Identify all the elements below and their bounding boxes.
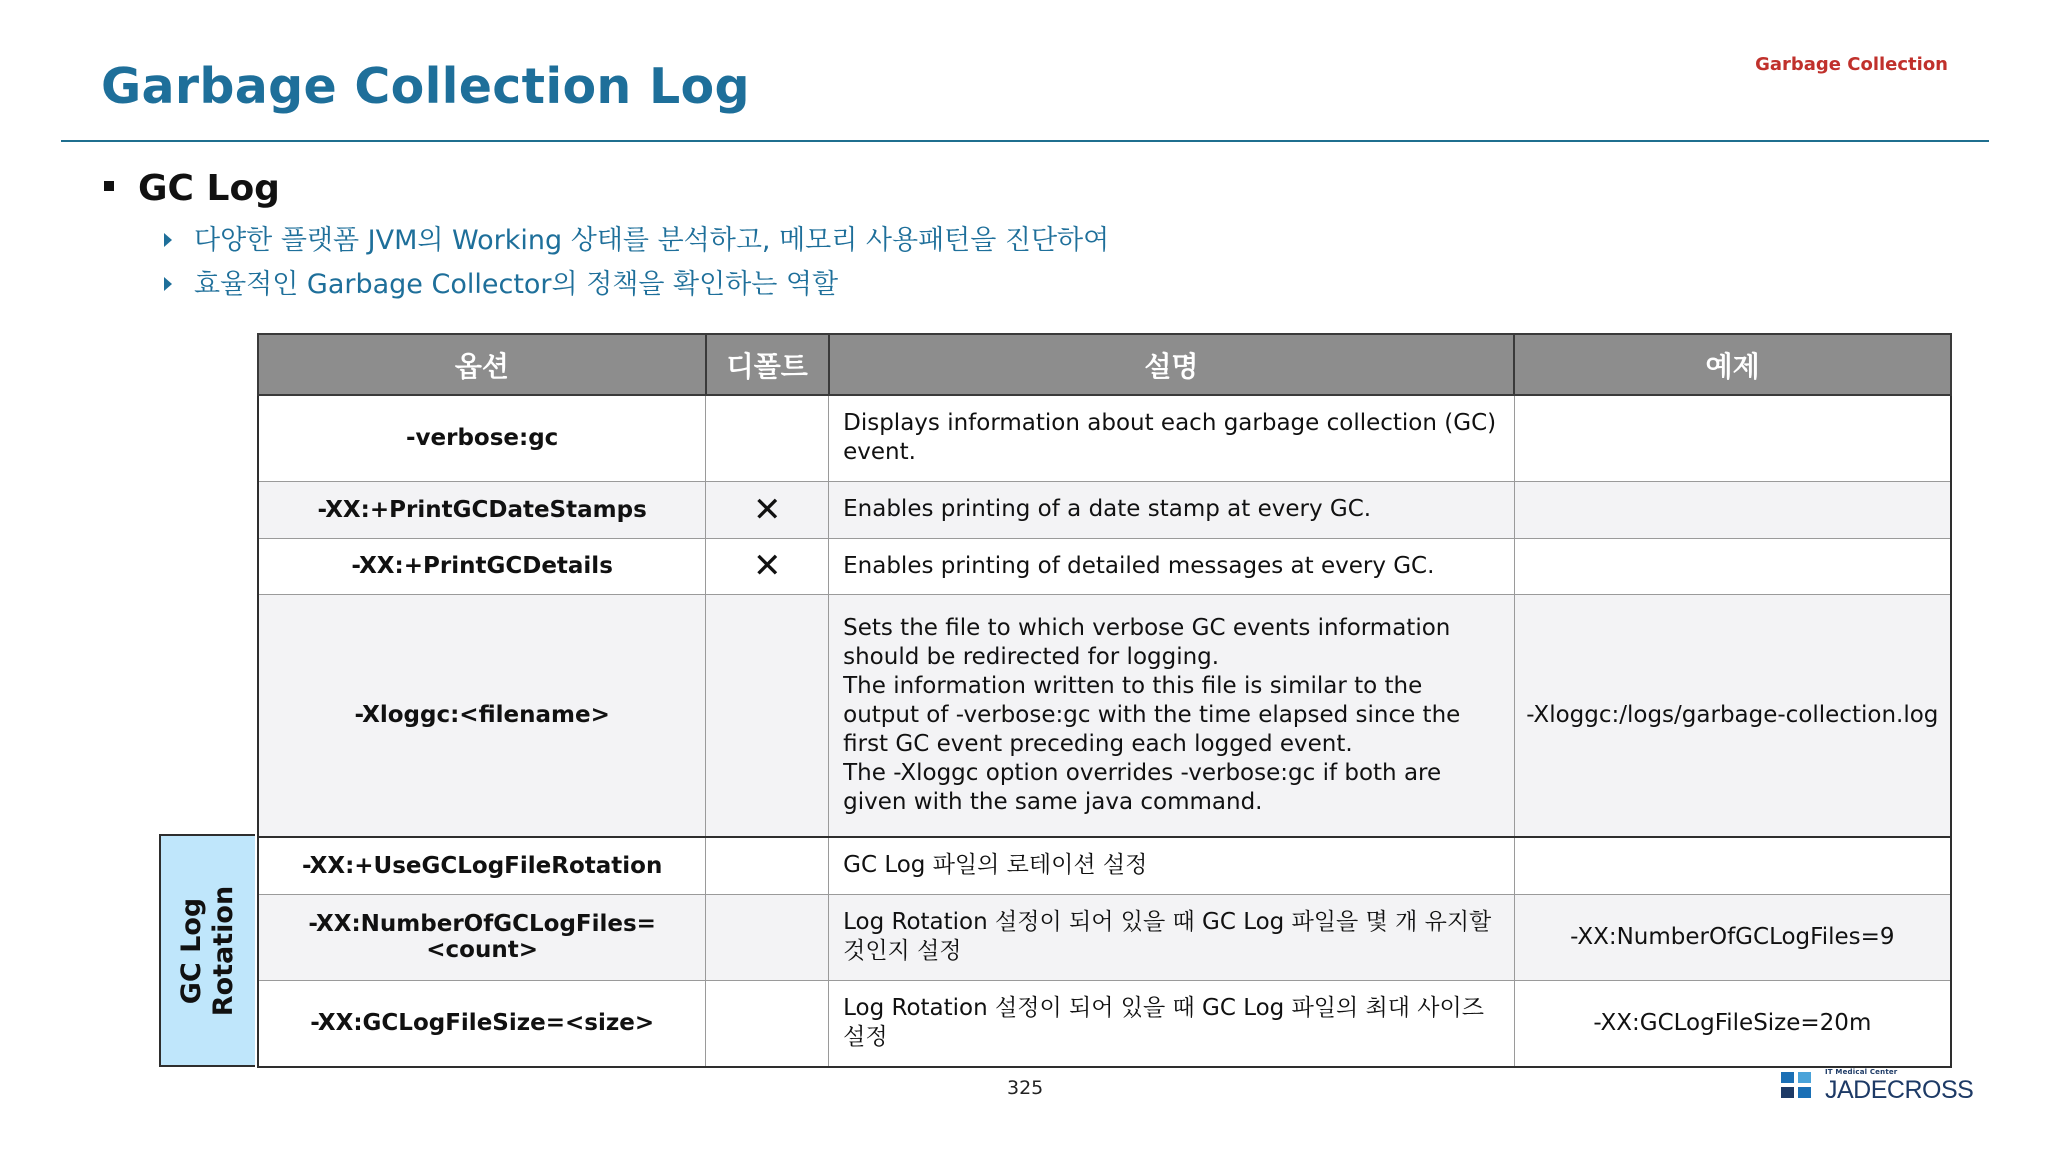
table-row [258, 837, 1951, 894]
description-cell: Enables printing of detailed messages at every GC. [829, 538, 1515, 594]
table-header-row [258, 334, 1951, 395]
page-title: Garbage Collection Log [101, 58, 750, 115]
option-cell: -XX:GCLogFileSize=<size> [258, 980, 706, 1067]
sub-bullet-text: 효율적인 Garbage Collector의 정책을 확인하는 역할 [194, 269, 839, 300]
square-bullet-icon [104, 181, 114, 191]
option-cell: -XX:+PrintGCDateStamps [258, 481, 706, 538]
bullet-title: GC Log [138, 168, 280, 209]
x-mark-icon: ✕ [706, 538, 829, 594]
default-cell [706, 894, 829, 980]
page-number: 325 [1007, 1077, 1044, 1099]
table-row [258, 980, 1951, 1067]
sub-bullet-1 [164, 218, 1109, 257]
sub-bullet-text: 다양한 플랫폼 JVM의 Working 상태를 분석하고, 메모리 사용패턴을 진단하여 [194, 225, 1110, 256]
side-label-text [176, 885, 240, 1015]
triangle-bullet-icon [164, 233, 172, 247]
option-cell: -verbose:gc [258, 395, 706, 481]
side-label-line-2: Rotation [208, 885, 239, 1016]
sub-bullet-2 [164, 262, 838, 301]
bullet-gc-log [104, 168, 280, 209]
gc-options-table [257, 333, 1952, 1068]
default-cell [706, 980, 829, 1067]
description-cell: Log Rotation 설정이 되어 있을 때 GC Log 파일의 최대 사이즈 설정 [829, 980, 1515, 1067]
description-cell: Enables printing of a date stamp at every GC. [829, 481, 1515, 538]
example-cell [1514, 538, 1951, 594]
description-cell: Log Rotation 설정이 되어 있을 때 GC Log 파일을 몇 개 유지할 것인지 설정 [829, 894, 1515, 980]
jadecross-logo [1781, 1068, 1974, 1104]
header-description: 설명 [829, 334, 1515, 395]
gc-log-rotation-group-label [159, 834, 255, 1067]
side-label-line-1: GC Log [176, 897, 207, 1004]
section-label: Garbage Collection [1755, 54, 1948, 75]
header-option: 옵션 [258, 334, 706, 395]
example-cell: -XX:NumberOfGCLogFiles=9 [1514, 894, 1951, 980]
logo-subtitle: IT Medical Center [1825, 1068, 1898, 1076]
header-default: 디폴트 [706, 334, 829, 395]
default-cell [706, 837, 829, 894]
title-divider [61, 140, 1989, 142]
option-cell: -XX:NumberOfGCLogFiles=<count> [258, 894, 706, 980]
logo-wordmark: JADECROSS [1825, 1076, 1974, 1104]
option-cell: -XX:+UseGCLogFileRotation [258, 837, 706, 894]
description-cell: Displays information about each garbage collection (GC) event. [829, 395, 1515, 481]
x-mark-icon: ✕ [706, 481, 829, 538]
description-cell: Sets the file to which verbose GC events information should be redirected for logging. The information written to this file is similar to the output of -verbose:gc with the time elapsed since the first GC event preceding each logged event. The -Xloggc option overrides -verbose:gc if both are given with the same java command. [829, 594, 1515, 837]
example-cell: -Xloggc:/logs/garbage-collection.log [1514, 594, 1951, 837]
example-cell [1514, 837, 1951, 894]
table-row [258, 894, 1951, 980]
option-cell: -Xloggc:<filename> [258, 594, 706, 837]
option-cell: -XX:+PrintGCDetails [258, 538, 706, 594]
example-cell: -XX:GCLogFileSize=20m [1514, 980, 1951, 1067]
description-cell: GC Log 파일의 로테이션 설정 [829, 837, 1515, 894]
example-cell [1514, 395, 1951, 481]
table-row [258, 594, 1951, 837]
triangle-bullet-icon [164, 277, 172, 291]
logo-squares-icon [1781, 1072, 1815, 1102]
example-cell [1514, 481, 1951, 538]
header-example: 예제 [1514, 334, 1951, 395]
default-cell [706, 594, 829, 837]
table-row [258, 395, 1951, 481]
default-cell [706, 395, 829, 481]
table-row [258, 481, 1951, 538]
table-row [258, 538, 1951, 594]
